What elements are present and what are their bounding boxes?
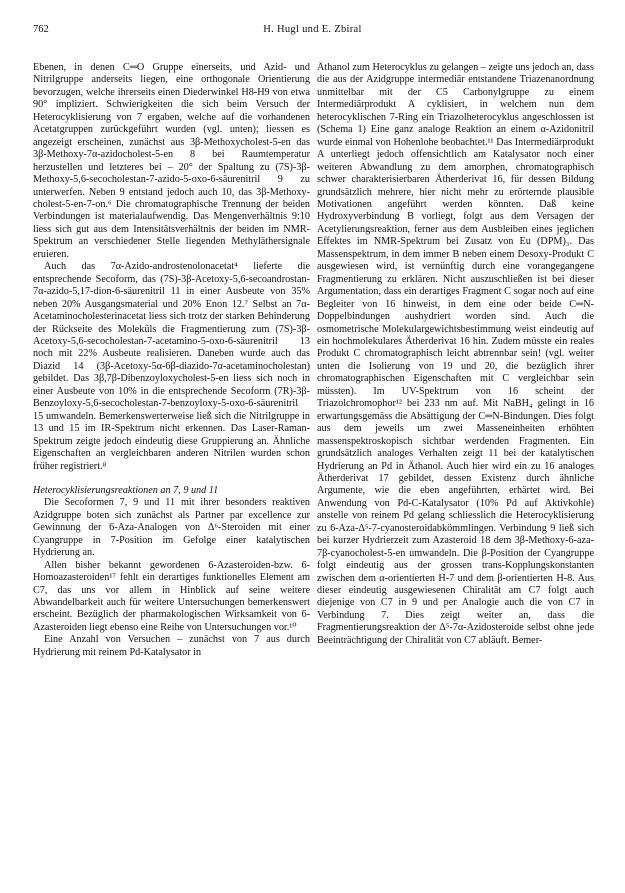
paragraph: Ebenen, in denen C═O Gruppe einerseits, und Azid- und Nitrilgruppe anderseits liegen, eine orthogonale Orientierung bevorzugen, welche ihrerseits einen Diederwinkel H8-H9 von etwa 90° impliziert. Schwierigkeiten die sich beim Versuch der Heterocyklisierung von 7 ergaben, welche auf die vorhandenen Acetatgruppen zurückgeführt wurden (vgl. unten); liessen es angezeigt erscheinen, zunächst aus 3β-Methoxycholest-5-en das 3β-Methoxy-7α-azidocholest-5-en 8 bei Raumtemperatur herzustellen und letzteres bei – 20° der Spaltung zu (7S)-3β-Methoxy-5,6-secocholestan-7-azido-5-oxo-6-säurenitril 9 zu unterwerfen. Neben 9 entstand jedoch auch 10, das 3β-Methoxy-cholest-5-en-7-on.⁶ Die chromatographische Trennung der beiden Verbindungen ist materialaufwendig. Das Mengenverhältnis 9:10 liess sich gut aus dem Intensitätsverhältnis der beiden im NMR-Spektrum an verschiedener Stelle liegenden Methyläthersignale eruieren. xyxy=(33,62,310,260)
paragraph: Allen bisher bekannt gewordenen 6-Azasteroiden-bzw. 6-Homoazasteroiden¹⁷ fehlt ein derartiges funktionelles Element am C7, das uns vor allem in Hinblick auf seine weitere Abwandelbarkeit auch für weitere Untersuchungen bemerkenswert erscheint. Bezüglich der pharmakologischen Wirksamkeit von 6-Azasteroiden liegt ebenso eine Reihe von Untersuchungen vor.¹⁰ xyxy=(33,559,310,633)
right-column xyxy=(317,62,594,882)
paragraph: Äthanol zum Heterocyklus zu gelangen – zeigte uns jedoch an, dass die aus der Azidgruppe intermediär entstandene Triazenanordnung unmittelbar mit der C5 Carbonylgruppe zu einem Intermediärprodukt A cyklisiert, in welchem nun dem heterocyklischen 7-Ring ein Triazolheterocyklus angeschlossen ist (Schema 1) Eine ganz analoge Reaktion an einem α-Azidonitril wurde einmal von Hohenlohe beobachtet.¹¹ Das Intermediärprodukt A unterliegt jedoch offensichtlich am Katalysator noch einer weiteren Abwandlung zu dem amorphen, chromatographisch schwer charakterisierbaren Ätherderivat 16, für dessen Bildung grundsätzlich mehrere, hier nicht mehr zu erörternde plausible Motivationen angeführt werden könnten. Daß keine Hydroxyverbindung B vorliegt, folgt aus dem Versagen der Acetylierungsreaktion, ferner aus dem Ausbleiben eines jeglichen Effektes im NMR-Spektrum bei Zusatz von Eu (DPM)₃. Das Massenspektrum, in dem immer B neben einem Desoxy-Produkt C ausgewiesen wird, ist vernünftig durch eine vorangegangene Fragmentierung zu erklären. Nicht auszuschließen ist bei dieser Argumentation, dass ein derartiges Fragment C sogar noch auf eine Begleiter von 16 hinweist, in dem eine oder beide C═N-Doppelbindungen aushydriert worden sind. Auch die osmometrische Molekulargewichtsbestimmung weist eindeutig auf ein hochmolekulares Ätherderivat 16 hin. Zudem müsste ein reales Produkt C chromatographisch leicht abtrennbar sein! (vgl. weiter unten die Isolierung von 19 und 20, die bezüglich ihrer chromatographischen Eigenschaften mit C vergleichbar sein müssten). Im UV-Spektrum von 16 scheint der Triazolchromophor¹² bei 233 nm auf. Mit NaBH₄ gelingt in 16 erwartungsgemäss die Absättigung der C═N-Bindungen. Dies folgt aus dem jeweils um zwei Masseneinheiten erhöhten massenspektroskopisch sichtbar werdenden Fragmenten. Ein grundsätzlich analoges Verhalten zeigt 11 bei der katalytischen Hydrierung an Pd in Äthanol. Auch hier wird ein zu 16 analoges Ätherderivat 17 gebildet, dessen Existenz durch ähnliche Argumente, wie die eben angeführten, erhärtet wird. Bei Anwendung von Pd-C-Katalysator (10% Pd auf Aktivkohle) anstelle von reinem Pd gelang schliesslich die Heterocyklisierung zu 6-Aza-Δ⁵-7-cyanosteroidabkömmlingen. Verbindung 9 ließ sich bei kurzer Hydrierzeit zum Azasteroid 18 dem 3β-Methoxy-6-aza-7β-cyanocholest-5-en umwandeln. Die β-Position der Cyangruppe folgt eindeutig aus der grossen trans-Kopplungskonstanten zwischen dem α-orientierten H-7 und dem β-orientierten H-8. Aus dieser eindeutig ausgewiesenen Chiralität am C7 folgt auch diejenige von C7 in 9 und per Analogie auch die von C7 in Verbindung 7. Dies zeigt weiter an, dass die Fragmentierungsreaktion der Δ⁵-7α-Azidosteroide selbst ohne jede Beeinträchtigung der Chiralität von C7 abläuft. Bemer- xyxy=(317,62,594,646)
paragraph: Die Secoformen 7, 9 und 11 mit ihrer besonders reaktiven Azidgruppe boten sich zunächst als Partner par excellence zur Gewinnung der 6-Aza-Analogen von Δ⁶-Steroiden mit einer Cyangruppe in 7-Position im Gefolge einer katalytischen Hydrierung an. xyxy=(33,497,310,559)
paragraph: Auch das 7α-Azido-androstenolonacetat⁴ lieferte die entsprechende Secoform, das (7S)-3β-Acetoxy-5,6-secoandrostan-7α-azido-5,17-dion-6-säurenitril 11 in einer Ausbeute von 35% neben 20% Ausgangsmaterial und 20% Enon 12.⁷ Selbst an 7α-Acetaminocholesterinacetat liess sich trotz der starken Behinderung der Rückseite des Moleküls die Fragmentierung zum (7S)-3β-Acetoxy-5,6-secocholestan-7-acetamino-5-oxo-6-säurenitril 13 noch mit 22% Ausbeute realisieren. Daneben wurde auch das Diazid 14 (3β-Acetoxy-5α-6β-diazido-7α-acetaminocholestan) gebildet. Das 3β,7β-Dibenzoyloxycholest-5-en liess sich noch in einer Ausbeute von 10% in die entsprechende Secoform (7R)-3β-Benzoyloxy-5,6-secocholestan-7-benzoyloxy-5-oxo-6-säurenitril 15 umwandeln. Bemerkenswerterweise ließ sich die Nitrilgruppe in 13 und 15 im IR-Spektrum nicht erkennen. Das Laser-Raman-Spektrum zeigte jedoch eindeutig diese Gruppierung an. Ähnliche Eigenschaften an vergleichbaren anderen Nitrilen wurden schon früher registriert.⁸ xyxy=(33,261,310,472)
section-heading: Heterocyklisierungsreaktionen an 7, 9 und 11 xyxy=(33,484,219,496)
running-head: H. Hugl und E. Zbiral xyxy=(263,24,362,35)
left-column xyxy=(33,62,310,882)
page-header xyxy=(33,22,592,38)
page-number: 762 xyxy=(33,24,49,35)
paragraph: Eine Anzahl von Versuchen – zunächst von 7 aus durch Hydrierung mit reinem Pd-Katalysator in xyxy=(33,634,310,658)
